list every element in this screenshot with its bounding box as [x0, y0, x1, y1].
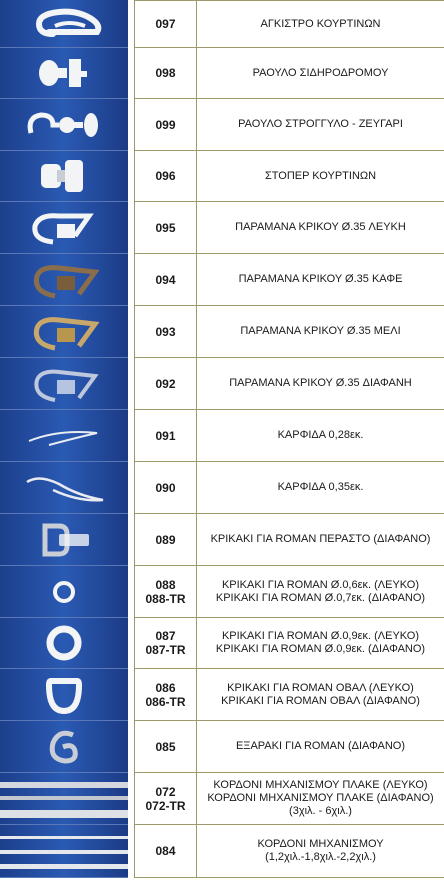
product-description [196, 358, 444, 410]
product-image [0, 99, 128, 151]
product-code-line: 093 [155, 324, 176, 339]
product-description [196, 254, 444, 306]
product-description [196, 566, 444, 618]
product-code [134, 669, 196, 721]
product-row [0, 669, 444, 721]
product-image [0, 669, 128, 721]
product-description [196, 618, 444, 669]
product-description-line: ΚΑΡΦΙΔΑ 0,28εκ. [277, 429, 364, 441]
product-row [0, 48, 444, 99]
product-image [0, 825, 128, 878]
product-description-line: (1,2χιλ.-1,8χιλ.-2,2χιλ.) [265, 851, 376, 863]
product-image [0, 48, 128, 99]
roman-ring-small-icon [19, 572, 109, 612]
roman-ring-oval-icon [19, 673, 109, 717]
product-image [0, 721, 128, 773]
product-image [0, 151, 128, 202]
product-description [196, 48, 444, 99]
product-description [196, 0, 444, 48]
flat-cord-icon [0, 774, 128, 824]
product-image [0, 202, 128, 254]
rail-roller-icon [19, 53, 109, 93]
product-image [0, 566, 128, 618]
product-code-line: 095 [155, 220, 176, 235]
product-row [0, 254, 444, 306]
product-row [0, 358, 444, 410]
product-code-line: 088 [155, 577, 176, 592]
product-description-line: ΚΟΡΔΟΝΙ ΜΗΧΑΝΙΣΜΟΥ [257, 838, 384, 850]
product-code [134, 151, 196, 202]
product-row [0, 306, 444, 358]
product-image [0, 410, 128, 462]
product-description [196, 773, 444, 825]
product-code-line: 099 [155, 117, 176, 132]
product-description-line: ΣΤΟΠΕΡ ΚΟΥΡΤΙΝΩΝ [264, 169, 377, 182]
product-row [0, 0, 444, 48]
product-description [196, 462, 444, 514]
product-image [0, 358, 128, 410]
product-description [196, 202, 444, 254]
product-code-line: 072-TR [145, 798, 186, 813]
ring-pin-honey-icon [19, 310, 109, 354]
product-row [0, 202, 444, 254]
product-row [0, 618, 444, 669]
ring-pin-brown-icon [19, 258, 109, 302]
product-row [0, 514, 444, 566]
curtain-stopper-icon [19, 156, 109, 196]
pin-small-icon [19, 421, 109, 451]
product-description [196, 99, 444, 151]
product-description-line: ΚΡΙΚΑΚΙ ΓΙΑ ROMAN Ø.0,7εκ. (ΔΙΑΦΑΝΟ) [215, 591, 426, 604]
product-code-line: 089 [155, 532, 176, 547]
product-code [134, 514, 196, 566]
product-code-line: 090 [155, 480, 176, 495]
product-code [134, 99, 196, 151]
product-description-line: ΚΡΙΚΑΚΙ ΓΙΑ ROMAN Ø.0,9εκ. (ΛΕΥΚΟ) [221, 630, 420, 642]
ring-pin-clear-icon [19, 362, 109, 406]
product-description [196, 410, 444, 462]
product-description [196, 721, 444, 773]
product-code [134, 254, 196, 306]
round-roller-pair-icon [19, 105, 109, 145]
product-code-line: 072 [155, 784, 176, 799]
product-code [134, 48, 196, 99]
product-code-line: 092 [155, 376, 176, 391]
product-description [196, 669, 444, 721]
product-code [134, 566, 196, 618]
product-description-line: ΑΓΚΙΣΤΡΟ ΚΟΥΡΤΙΝΩΝ [260, 17, 381, 30]
product-description-line: ΚΡΙΚΑΚΙ ΓΙΑ ROMAN Ø.0,6εκ. (ΛΕΥΚΟ) [221, 578, 420, 591]
product-image [0, 254, 128, 306]
product-code-line: 087-TR [145, 643, 186, 657]
product-row [0, 773, 444, 825]
product-description-line: ΚΡΙΚΑΚΙ ΓΙΑ ROMAN Ø.0,9εκ. (ΔΙΑΦΑΝΟ) [215, 643, 426, 655]
product-row [0, 410, 444, 462]
product-code [134, 358, 196, 410]
product-code [134, 202, 196, 254]
product-code-line: 098 [155, 66, 176, 80]
product-image [0, 773, 128, 825]
curtain-hook-icon [19, 4, 109, 44]
product-description-line: ΠΑΡΑΜΑΝΑ ΚΡΙΚΟΥ Ø.35 ΛΕΥΚΗ [235, 221, 406, 233]
roman-figure-six-icon [19, 725, 109, 769]
product-code-line: 097 [155, 17, 176, 31]
mechanism-cord-icon [0, 826, 128, 876]
product-description [196, 151, 444, 202]
ring-pin-white-icon [19, 206, 109, 250]
product-code-line: 088-TR [145, 591, 186, 606]
product-row [0, 151, 444, 202]
product-description-line: ΡΑΟΥΛΟ ΣΙΔΗΡΟΔΡΟΜΟΥ [252, 66, 389, 79]
product-row [0, 566, 444, 618]
product-code-line: 085 [155, 739, 176, 754]
product-description-line: ΚΑΡΦΙΔΑ 0,35εκ. [277, 481, 364, 493]
product-code [134, 618, 196, 669]
product-description [196, 825, 444, 878]
product-image [0, 462, 128, 514]
product-description-line: ΡΑΟΥΛΟ ΣΤΡΟΓΓΥΛΟ - ΖΕΥΓΑΡΙ [238, 118, 403, 130]
product-image [0, 514, 128, 566]
product-code-line: 084 [155, 844, 176, 858]
product-image [0, 0, 128, 48]
product-description-line: ΚΟΡΔΟΝΙ ΜΗΧΑΝΙΣΜΟΥ ΠΛΑΚΕ (ΛΕΥΚΟ) [213, 779, 428, 791]
pin-large-icon [19, 468, 109, 508]
roman-ring-large-icon [19, 621, 109, 665]
product-description-line: ΚΡΙΚΑΚΙ ΓΙΑ ROMAN ΟΒΑΛ (ΔΙΑΦΑΝΟ) [221, 694, 420, 707]
product-code [134, 0, 196, 48]
product-description-line: ΚΡΙΚΑΚΙ ΓΙΑ ROMAN ΠΕΡΑΣΤΟ (ΔΙΑΦΑΝΟ) [210, 533, 431, 545]
product-code [134, 306, 196, 358]
product-description-line: ΠΑΡΑΜΑΝΑ ΚΡΙΚΟΥ Ø.35 ΔΙΑΦΑΝΗ [229, 377, 412, 389]
product-code [134, 721, 196, 773]
product-code-line: 086-TR [145, 694, 186, 709]
product-code-line: 091 [155, 428, 176, 443]
product-code-line: 096 [155, 169, 176, 183]
product-description-line: (3χιλ. - 6χιλ.) [289, 805, 352, 817]
product-code [134, 410, 196, 462]
product-code-line: 087 [155, 629, 176, 643]
product-row [0, 721, 444, 773]
roman-ring-threaded-icon [19, 520, 109, 560]
product-description-line: ΠΑΡΑΜΑΝΑ ΚΡΙΚΟΥ Ø.35 ΜΕΛΙ [240, 325, 401, 337]
product-image [0, 618, 128, 669]
product-image [0, 306, 128, 358]
product-description-line: ΕΞΑΡΑΚΙ ΓΙΑ ROMAN (ΔΙΑΦΑΝΟ) [235, 740, 406, 752]
product-code-line: 094 [155, 272, 176, 287]
product-code [134, 773, 196, 825]
product-description [196, 306, 444, 358]
product-description-line: ΚΡΙΚΑΚΙ ΓΙΑ ROMAN ΟΒΑΛ (ΛΕΥΚΟ) [227, 681, 414, 694]
product-description-line: ΚΟΡΔΟΝΙ ΜΗΧΑΝΙΣΜΟΥ ΠΛΑΚΕ (ΔΙΑΦΑΝΟ) [207, 792, 434, 804]
product-code [134, 462, 196, 514]
product-code-line: 086 [155, 680, 176, 695]
product-row [0, 825, 444, 878]
product-row [0, 462, 444, 514]
product-description [196, 514, 444, 566]
product-description-line: ΠΑΡΑΜΑΝΑ ΚΡΙΚΟΥ Ø.35 ΚΑΦΕ [238, 273, 403, 285]
product-row [0, 99, 444, 151]
product-code [134, 825, 196, 878]
